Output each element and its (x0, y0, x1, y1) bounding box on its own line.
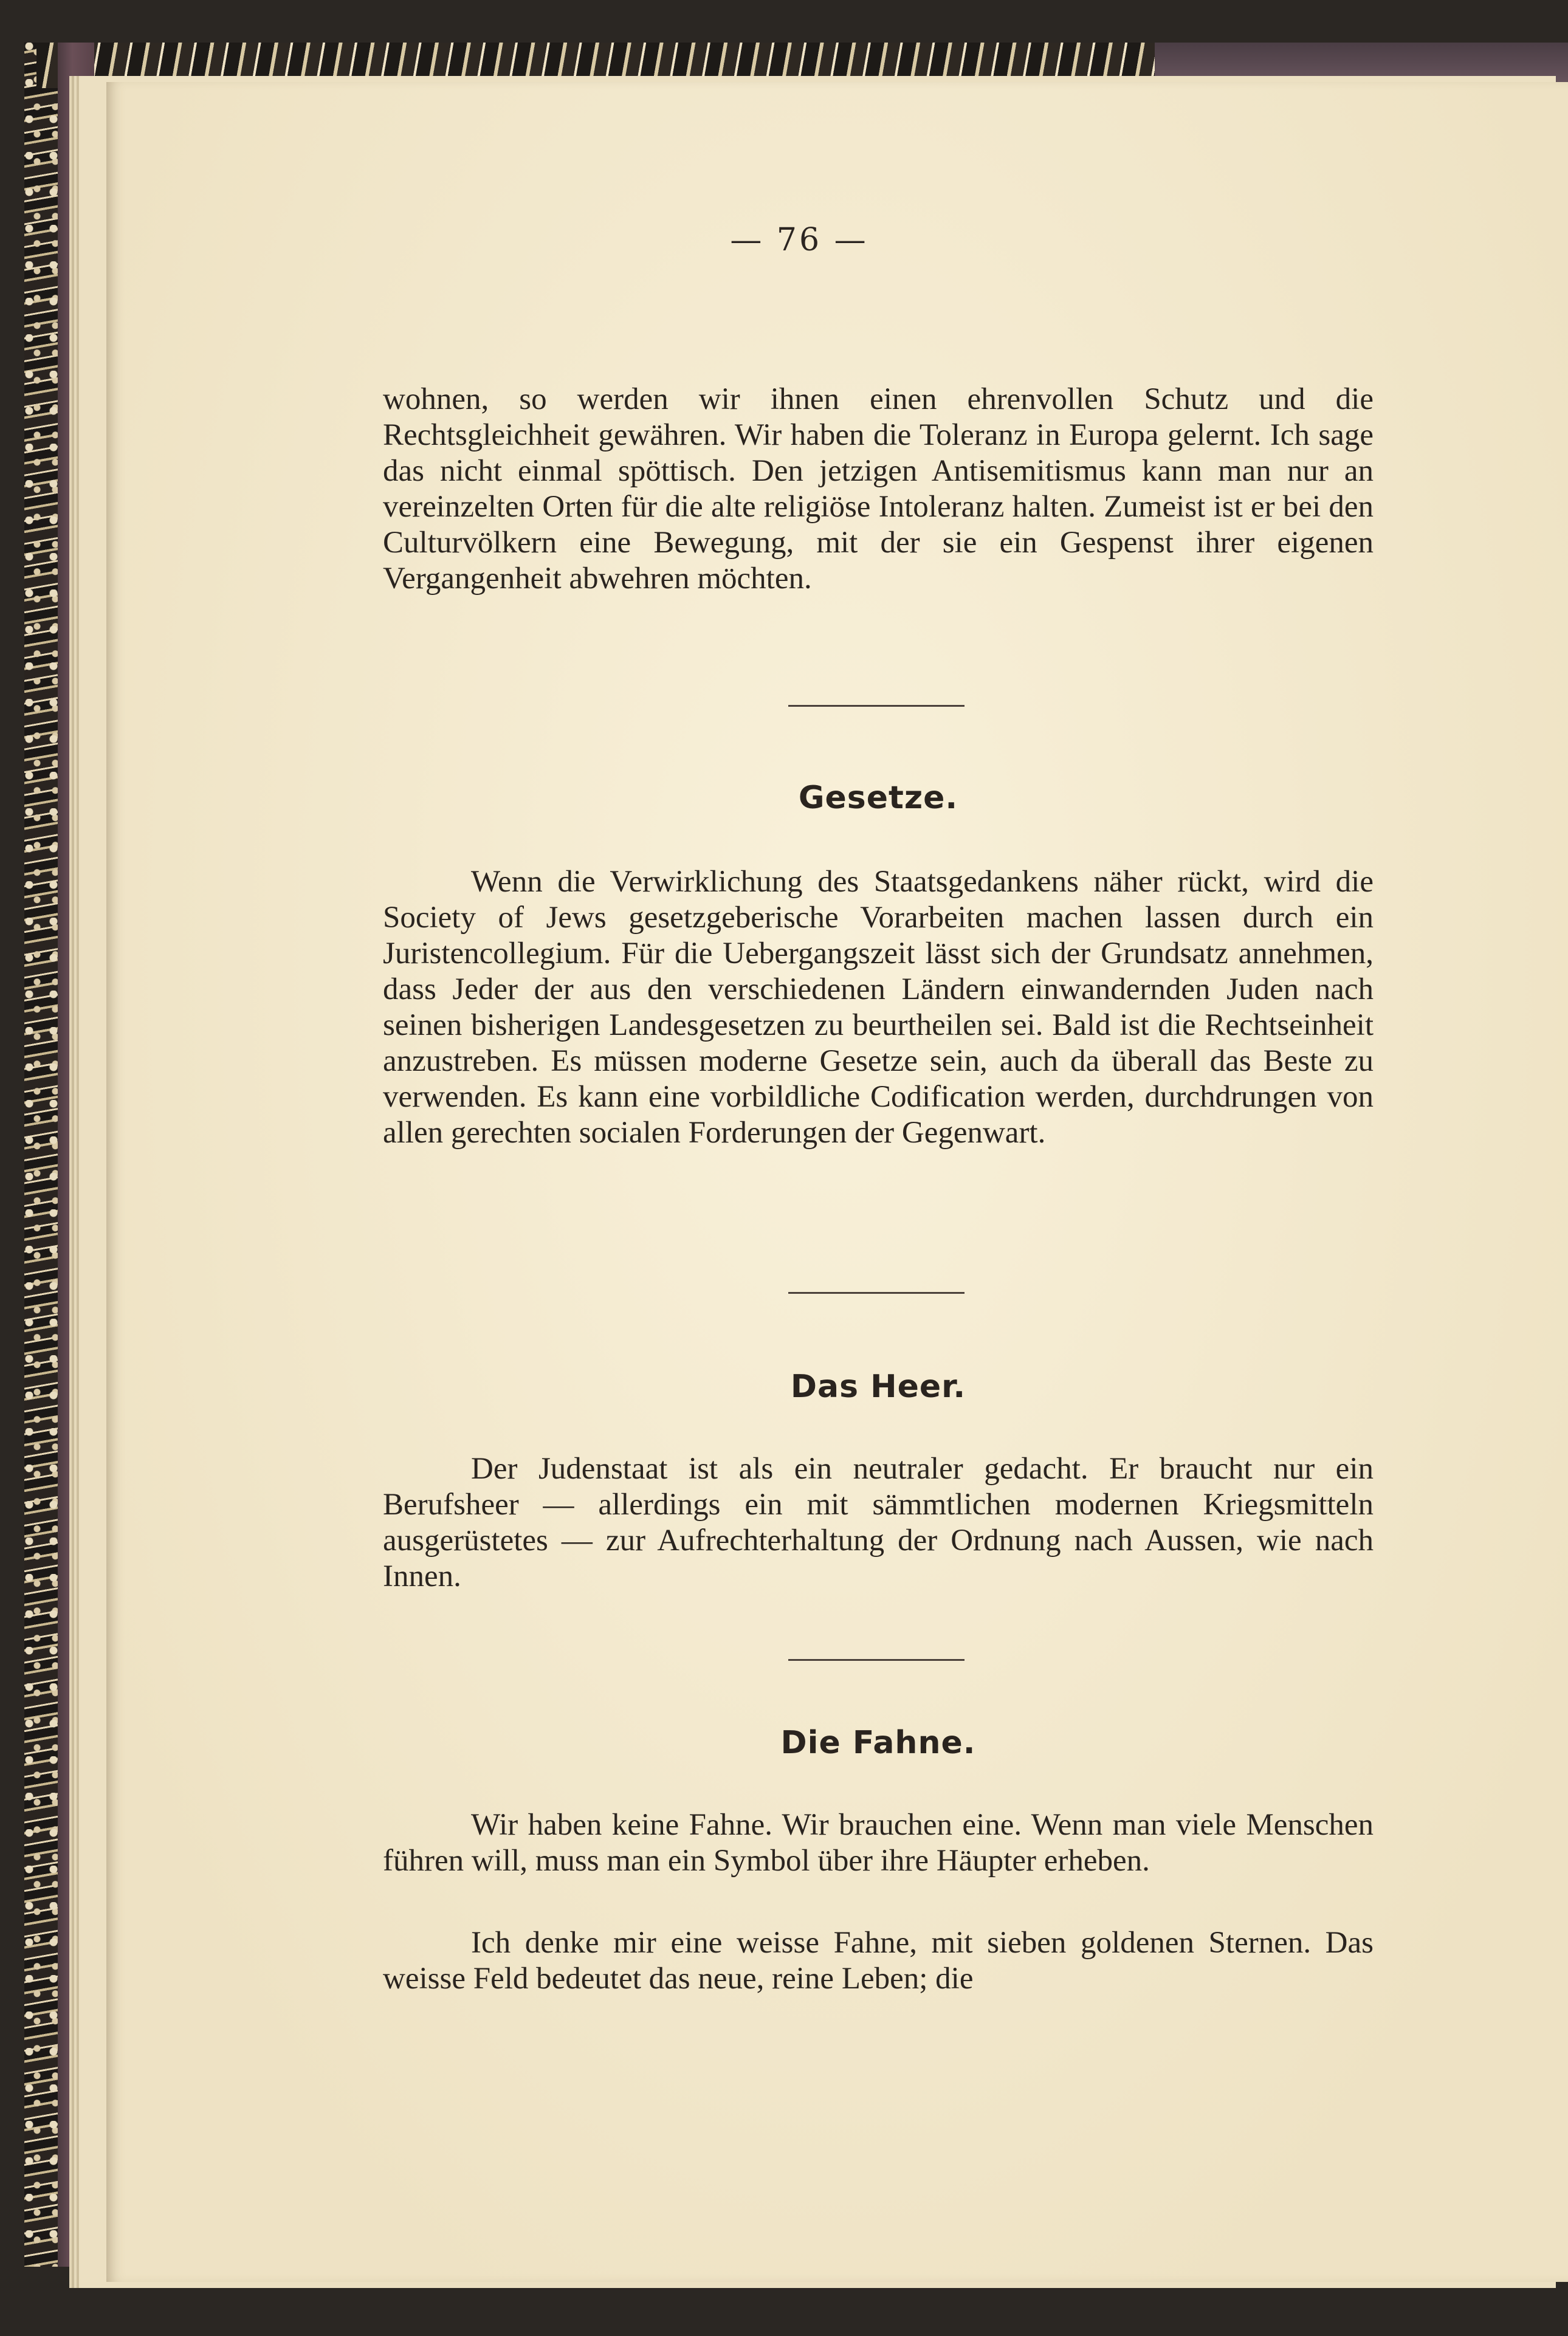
section-title-fahne: Die Fahne. (780, 1725, 976, 1761)
section-title-gesetze: Gesetze. (798, 780, 958, 816)
gesetze-paragraph: Wenn die Verwirklichung des Staatsgedankens näher rückt, wird die Society of Jews gesetzgeberische Vorarbeiten machen lassen durch ein Juristencollegium. Für die Uebergangszeit lässt sich der Grundsatz annehmen, dass Jeder der aus den verschiedenen Ländern einwandernden Juden nach seinen bisherigen Landesgesetzen zu beurtheilen sei. Bald ist die Rechtseinheit anzustreben. Es müssen moderne Gesetze sein, auch da überall das Beste zu verwenden. Es kann eine vorbildliche Codification werden, durchdrungen von allen gerechten socialen Forderungen der Gegenwart. (383, 865, 1374, 1150)
page-number: — 76 — (730, 222, 868, 258)
section-title-heer: Das Heer. (790, 1369, 966, 1405)
fahne-paragraph-2: Ich denke mir eine weisse Fahne, mit sieben goldenen Sternen. Das weisse Feld bedeutet das neue, reine Leben; die (383, 1926, 1374, 1996)
section-divider (788, 705, 965, 707)
heer-paragraph: Der Judenstaat ist als ein neutraler gedacht. Er braucht nur ein Berufsheer — allerdings ein mit sämmtlichen modernen Kriegsmitteln ausgerüstetes — zur Aufrechterhaltung der Ordnung nach Aussen, wie nach Innen. (383, 1452, 1374, 1593)
intro-paragraph: wohnen, so werden wir ihnen einen ehrenvollen Schutz und die Rechtsgleichheit gewähren. Wir haben die Toleranz in Europa gelernt. Ich sage das nicht einmal spöttisch. Den jetzigen Antisemitismus kann man nur an vereinzelten Orten für die alte religiöse Intoleranz halten. Zumeist ist er bei den Culturvölkern eine Bewegung, mit der sie ein Gespenst ihrer eigenen Vergangenheit abwehren möchten. (383, 382, 1374, 596)
section-divider (788, 1659, 965, 1661)
section-divider (788, 1292, 965, 1294)
fahne-paragraph-1: Wir haben keine Fahne. Wir brauchen eine. Wenn man viele Menschen führen will, muss man ein Symbol über ihre Häupter erheben. (383, 1808, 1374, 1878)
